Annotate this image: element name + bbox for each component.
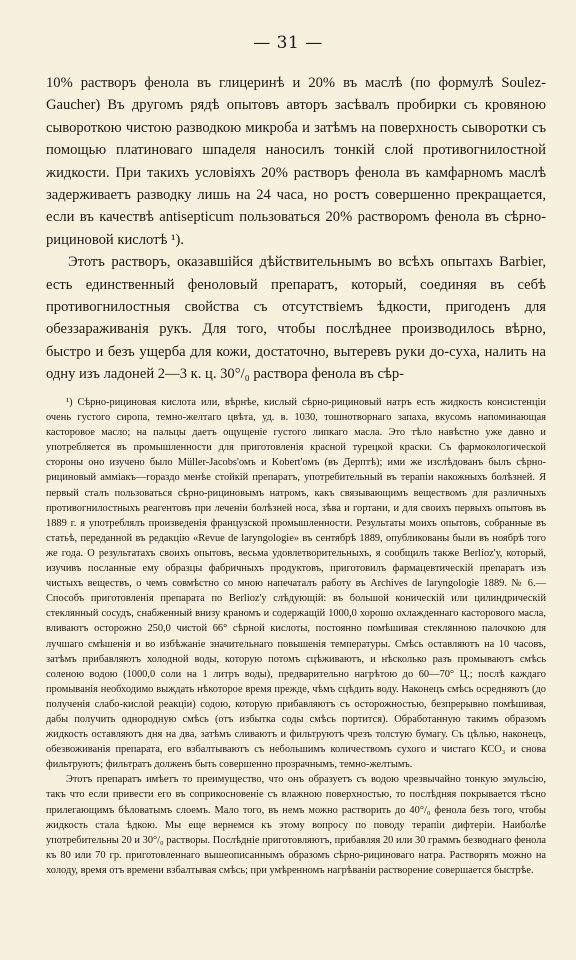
main-text [46, 72, 546, 386]
page-number: — 31 — [253, 33, 323, 53]
footnotes [46, 395, 546, 878]
main-paragraph-1: 10% растворъ фенола въ глицеринѣ и 20% въ маслѣ (по формулѣ Soulez-Gaucher) Въ другомъ рядѣ опытовъ авторъ засѣвалъ пробирки съ кровяною сывороткою чистою разводкою микроба и затѣмъ на поверхность сыворотки съ помощью платиноваго шпаделя наносилъ тонкій слой противогнилостной жидкости. При такихъ условіяхъ 20% растворъ фенола въ камфарномъ маслѣ задерживаетъ разводку лишь на 24 часа, но ростъ совершенно прекращается, если въ качествѣ antisepticum пользоваться 20% растворомъ фенола въ сѣрно-рициновой кислотѣ ¹). [46, 75, 546, 248]
footnote-paragraph-2: Этотъ препаратъ имѣетъ то преимущество, что онъ образуетъ съ водою чрезвычайно тонкую эмульсію, такъ что если привести его въ соприкосновеніе съ влажною поверхностью, то послѣдняя покрывается тѣсно прилегающимъ бѣловатымъ слоемъ. Мало того, въ немъ можно растворить до 40°/₀ фенола безъ того, чтобы жидкость стала ѣдкою. Мы еще вернемся къ этому вопросу по поводу терапіи дифтеріи. Наиболѣе употребительны 20 и 30°/₀ растворы. Послѣдніе приготовляютъ, прибавляя 20 или 30 граммъ безводнаго фенола къ 80 или 70 гр. приготовленнаго вышеописаннымъ образомъ сѣрно-рициноваго натра. Растворять можно на холоду, время отъ времени взбалтывая смѣсь; при умѣренномъ нагрѣваніи растворение совершается быстрѣе. [46, 774, 546, 876]
main-paragraph-2: Этотъ растворъ, оказавшійся дѣйствительнымъ во всѣхъ опытахъ Barbier, есть единственный феноловый препаратъ, который, соединяя въ себѣ противогнилостныя свойства съ отсутствіемъ ѣдкости, пригоденъ для обеззараживанія рукъ. Для того, чтобы послѣднее производилось вѣрно, быстро и безъ ущерба для кожи, достаточно, вытеревъ руки до-суха, налить на одну изъ ладоней 2—3 к. ц. 30°/₀ раствора фенола въ сѣр- [46, 254, 546, 383]
footnote-paragraph-1: ¹) Сѣрно-рициновая кислота или, вѣрнѣе, кислый сѣрно-рициновый натръ есть жидкость консистенціи очень густого сиропа, темно-желтаго цвѣта, уд. в. 1030, тошнотворнаго запаха, вкусомъ напоминающая касторовое масло; на пальцы даетъ ощущеніе густого липкаго масла. Это тѣло навѣстно уже давно и употребляется въ промышленности для приготовленія красной турецкой краски. Съ фармокологической стороны оно изучено было Müller-Jacobs'омъ и Kobert'омъ (въ Дерптѣ); ими же изслѣдованъ былъ сѣрно-рициновый амміакъ—гораздо менѣе стойкій препаратъ, употребительный въ терапіи накожныхъ болѣзней. Я первый сталъ пользоваться сѣрно-рициновымъ натромъ, какъ связывающимъ веществомъ для различныхъ противогнилостныхъ реагентовъ при леченіи болѣзней носа, зѣва и гортани, и для своихъ первыхъ опытовъ въ 1889 г. я употреблялъ произведенія французской промышленности. Результаты моихъ опытовъ, собранные въ статьѣ, переданной въ редакцію «Revue de laryngologie» въ сентябрѣ 1889, опубликованы были въ ноябрѣ того же года. О результатахъ своихъ опытовъ, весьма удовлетворительныхъ, я сообщилъ также Berlioz'у, который, изучивъ посланные ему образцы фабричныхъ продуктовъ, приготовилъ фармацевтическій препаратъ изъ чистыхъ веществъ, о чемъ совмѣстно со мною напечаталъ работу въ Archives de laryngologie 1889. № 6.—Способъ приготовленія препарата по Berlioz'у слѣдующій: въ большой коническій или цилиндрическій стеклянный сосудъ, снабженный внизу краномъ и содержащій 1000,0 хорошо охлажденнаго касторового масла, вливаютъ осторожно 250,0 чистой 66° сѣрной кислоты, постоянно помѣшивая стеклянною палочкою для лучшаго смѣшенія и во избѣжаніе значительнаго повышенія температуры. Смѣсь оставляютъ на 10 часовъ, затѣмъ прибавляютъ холодной воды, которую потомъ сцѣживаютъ, и нѣсколько разъ промываютъ смѣсь соленою водою (1000,0 соли на 1 литръ воды), предварительно нагрѣтою до 60—70° Ц.; послѣ каждаго промыванія необходимо выждать нѣкоторое время прежде, чѣмъ сцѣдить воду. Наконецъ смѣсь осредняютъ (до полученія слабо-кислой реакціи) содою, которую прибавляютъ съ осторожностью, безпрерывно помѣшивая, дабы получить однородную смѣсь (отъ избытка соды смѣсь портится). Обработанную такимъ образомъ жидкость оставляютъ дня на два, затѣмъ сливаютъ и фильтруютъ чрезъ толстую бумагу. Съ цѣлью, наконецъ, обезвоживанія препарата, его взбалтываютъ съ небольшимъ количествомъ сухого и чистаго КСО₃ и снова фильтруютъ; фильтратъ долженъ быть совершенно прозрачнымъ, темно-желтымъ. [46, 397, 546, 771]
